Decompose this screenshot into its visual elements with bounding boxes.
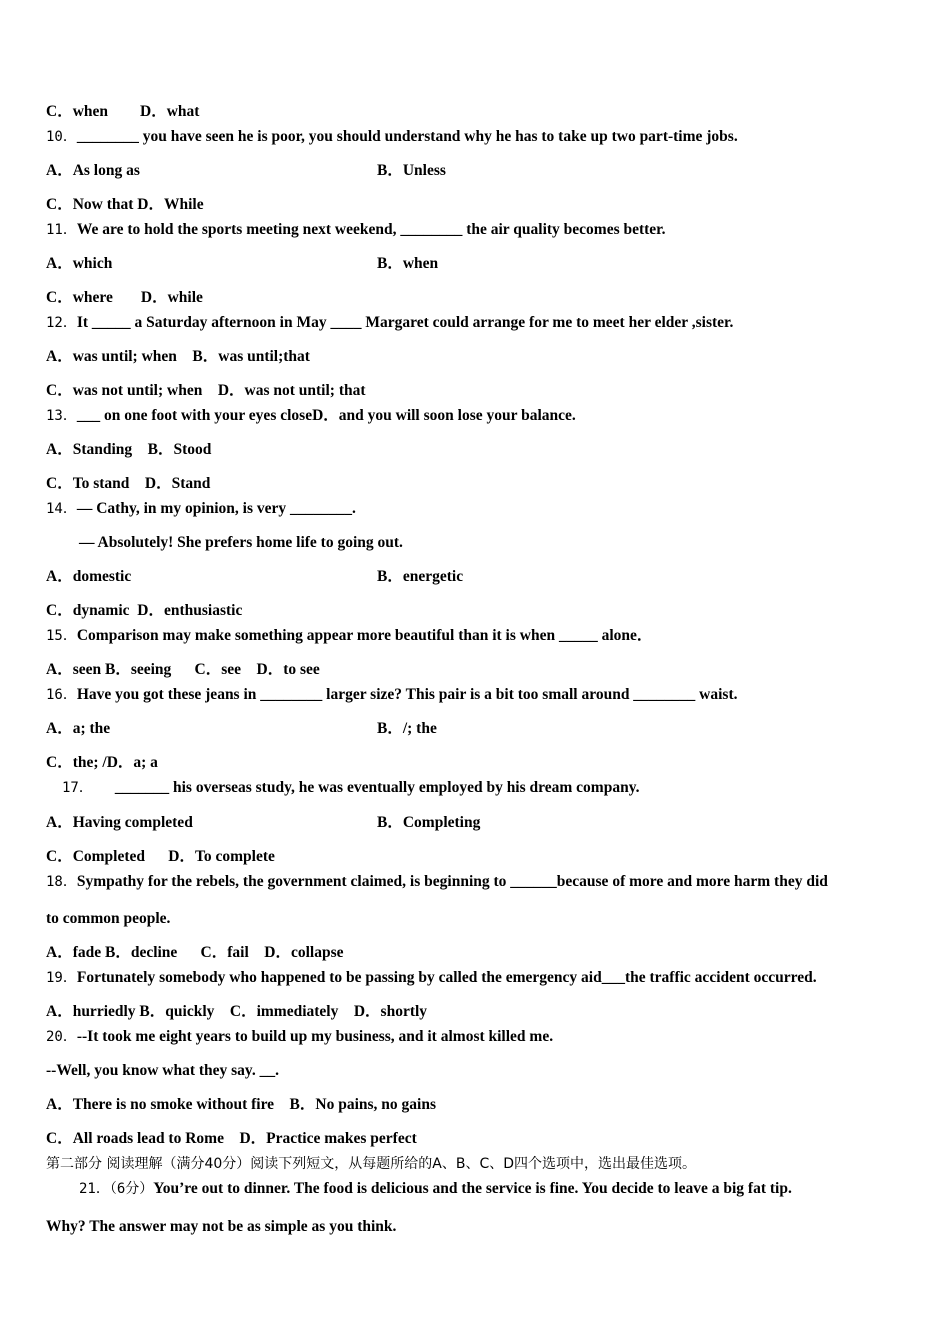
q16-stem <box>46 685 738 705</box>
q14-text: — Cathy, in my opinion, is very ________. <box>76 500 356 517</box>
q17-number: 17． <box>62 780 93 796</box>
q19-stem <box>46 968 817 988</box>
q20-reply: --Well, you know what they say. __. <box>46 1062 279 1079</box>
q16-text: Have you got these jeans in ________ larger size? This pair is a bit too small around ________ waist. <box>76 686 738 703</box>
q14-options-cd: C．dynamic D．enthusiastic <box>46 602 243 619</box>
q17-stem <box>62 778 639 798</box>
q20-options-ab: A．There is no smoke without fire B．No pains, no gains <box>46 1096 436 1113</box>
q15-options: A．seen B．seeing C．see D．to see <box>46 661 320 678</box>
q17-text: _______ his overseas study, he was eventually employed by his dream company. <box>114 779 640 796</box>
q20-stem <box>46 1027 553 1047</box>
q13-options-ab: A．Standing B．Stood <box>46 441 212 458</box>
q15-number: 15． <box>46 628 77 644</box>
q14-option-b: B．energetic <box>377 568 464 585</box>
q15-stem <box>46 626 652 646</box>
q10-option-b: B．Unless <box>377 162 446 179</box>
q18-stem-continued: to common people. <box>46 910 171 927</box>
q14-stem <box>46 499 356 519</box>
q16-number: 16． <box>46 687 77 703</box>
part2-heading: 第二部分 阅读理解（满分40分）阅读下列短文，从每题所给的A、B、C、D四个选项中，选出最佳选项。 <box>46 1156 696 1172</box>
q21-stem <box>79 1179 792 1199</box>
q9-option-d: D．what <box>140 103 200 120</box>
q11-option-d: D．while <box>140 289 203 306</box>
q19-options: A．hurriedly B．quickly C．immediately D．shortly <box>46 1003 428 1020</box>
q13-number: 13． <box>46 408 77 424</box>
q13-options-cd: C．To stand D．Stand <box>46 475 211 492</box>
q11-text: We are to hold the sports meeting next weekend, ________ the air quality becomes better. <box>76 221 666 238</box>
q16-options-cd: C．the; /D．a; a <box>46 754 158 771</box>
q17-options-cd: C．Completed D．To complete <box>46 848 275 865</box>
q20-number: 20． <box>46 1029 77 1045</box>
q10-option-a: A．As long as <box>46 162 140 179</box>
q18-text: Sympathy for the rebels, the government claimed, is beginning to ______because of more and more harm they did <box>76 873 828 890</box>
q13-stem <box>46 406 576 426</box>
q11-option-c: C．where <box>46 289 113 306</box>
q10-number: 10． <box>46 129 77 145</box>
q20-options-cd: C．All roads lead to Rome D．Practice makes perfect <box>46 1130 417 1147</box>
q9-options-cd <box>46 102 199 122</box>
q16-option-a: A．a; the <box>46 720 111 737</box>
q10-stem <box>46 127 738 147</box>
q21-text: You’re out to dinner. The food is delicious and the service is fine. You decide to leave a big fat tip. <box>153 1180 792 1197</box>
q19-text: Fortunately somebody who happened to be passing by called the emergency aid___the traffic accident occurred. <box>76 969 817 986</box>
q21-stem-continued: Why? The answer may not be as simple as you think. <box>46 1218 397 1235</box>
q12-stem <box>46 313 733 333</box>
q18-stem <box>46 872 828 892</box>
q14-reply: — Absolutely! She prefers home life to going out. <box>79 534 403 551</box>
q9-option-c: C．when <box>46 103 109 120</box>
q18-options: A．fade B．decline C．fail D．collapse <box>46 944 344 961</box>
q11-options-cd <box>46 288 203 308</box>
q15-text: Comparison may make something appear more beautiful than it is when _____ alone． <box>76 627 653 644</box>
q11-stem <box>46 220 666 240</box>
q17-option-a: A．Having completed <box>46 814 193 831</box>
q10-text: ________ you have seen he is poor, you should understand why he has to take up two part-time jobs. <box>76 128 738 145</box>
q12-options-ab: A．was until; when B．was until;that <box>46 348 310 365</box>
q12-number: 12． <box>46 315 77 331</box>
q13-text: ___ on one foot with your eyes closeD．and you will soon lose your balance. <box>76 407 576 424</box>
q11-number: 11． <box>46 222 77 238</box>
q10-options-cd: C．Now that D．While <box>46 196 204 213</box>
q14-number: 14． <box>46 501 77 517</box>
q16-option-b: B．/; the <box>377 720 437 737</box>
q12-options-cd: C．was not until; when D．was not until; that <box>46 382 366 399</box>
q17-option-b: B．Completing <box>377 814 481 831</box>
q12-text: It _____ a Saturday afternoon in May ____ Margaret could arrange for me to meet her elder ,sister. <box>76 314 734 331</box>
q19-number: 19． <box>46 970 77 986</box>
q20-text: --It took me eight years to build up my business, and it almost killed me. <box>76 1028 554 1045</box>
q14-option-a: A．domestic <box>46 568 132 585</box>
q11-option-b: B．when <box>377 255 439 272</box>
q21-number: 21．（6分） <box>79 1181 154 1197</box>
q11-option-a: A．which <box>46 255 113 272</box>
q18-number: 18． <box>46 874 77 890</box>
